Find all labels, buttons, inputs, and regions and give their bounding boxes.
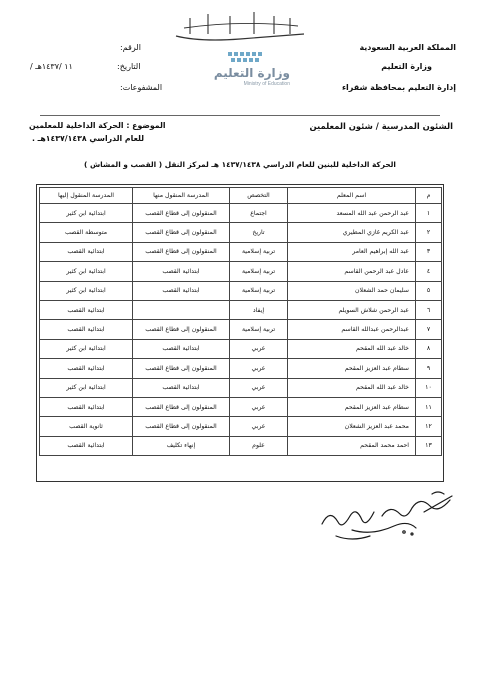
- table-row: [40, 204, 442, 223]
- teacher-name: عبد الله إبراهيم العامر: [288, 242, 416, 261]
- attachments-label: المشفوعات:: [120, 83, 163, 92]
- specialty: عربي: [230, 378, 288, 397]
- table-row: [40, 436, 442, 455]
- table-row: [40, 378, 442, 397]
- table-row: [40, 300, 442, 319]
- to-school: ابتدائية ابن كثير: [40, 378, 133, 397]
- specialty: عربي: [230, 339, 288, 358]
- row-index: ١٢: [416, 417, 442, 436]
- to-school: ابتدائية ابن كثير: [40, 339, 133, 358]
- date-label: التاريخ:: [117, 62, 141, 71]
- row-index: ٣: [416, 242, 442, 261]
- document-title: الحركة الداخلية للبنين للعام الدراسي ١٤٣٧/١٤٣٨ هـ لمركز النقل ( القصب و المشاش ): [84, 160, 396, 169]
- teacher-name: احمد محمد المقحم: [288, 436, 416, 455]
- from-school: ابتدائية القصب: [133, 339, 230, 358]
- specialty: تربية إسلامية: [230, 281, 288, 300]
- header-ministry: وزارة التعليم: [381, 62, 432, 71]
- specialty: تربية إسلامية: [230, 242, 288, 261]
- specialty: تربية إسلامية: [230, 262, 288, 281]
- to-school: ابتدائية القصب: [40, 242, 133, 261]
- column-header-from-school: المدرسة المنقول منها: [133, 188, 230, 204]
- row-index: ١: [416, 204, 442, 223]
- from-school: ابتدائية القصب: [133, 378, 230, 397]
- column-header-teacher-name: اسم المعلم: [288, 188, 416, 204]
- to-school: ثانوية القصب: [40, 417, 133, 436]
- table-row: [40, 320, 442, 339]
- to-school: ابتدائية القصب: [40, 320, 133, 339]
- header-education-office: إدارة التعليم بمحافظة شقراء: [341, 83, 456, 92]
- transfers-table: [39, 187, 442, 456]
- to-school: ابتدائية ابن كثير: [40, 204, 133, 223]
- row-index: ١٠: [416, 378, 442, 397]
- from-school: المنقولون إلى قطاع القصب: [133, 359, 230, 378]
- row-index: ١٣: [416, 436, 442, 455]
- table-row: [40, 262, 442, 281]
- row-index: ٨: [416, 339, 442, 358]
- from-school: المنقولون إلى قطاع القصب: [133, 320, 230, 339]
- from-school: المنقولون إلى قطاع القصب: [133, 242, 230, 261]
- handwritten-signature-icon: [312, 486, 462, 546]
- table-row: [40, 242, 442, 261]
- to-school: ابتدائية القصب: [40, 300, 133, 319]
- table-row: [40, 359, 442, 378]
- teacher-name: سطام عبد العزيز المقحم: [288, 397, 416, 416]
- from-school: المنقولون إلى قطاع القصب: [133, 397, 230, 416]
- subject-year-line: للعام الدراسي ١٤٣٧/١٤٣٨هـ .: [32, 134, 145, 143]
- specialty: تاريخ: [230, 223, 288, 242]
- from-school: المنقولون إلى قطاع القصب: [133, 223, 230, 242]
- from-school: المنقولون إلى قطاع القصب: [133, 417, 230, 436]
- from-school: إنهاء تكليف: [133, 436, 230, 455]
- from-school: المنقولون إلى قطاع القصب: [133, 204, 230, 223]
- row-index: ٧: [416, 320, 442, 339]
- table-row: [40, 223, 442, 242]
- specialty: عربي: [230, 397, 288, 416]
- teacher-name: عبد الرحمن شلاش السويلم: [288, 300, 416, 319]
- subject-line: الموضوع : الحركة الداخلية للمعلمين: [29, 121, 166, 130]
- teacher-name: عبدالرحمن عبدالله القاسم: [288, 320, 416, 339]
- specialty: اجتماع: [230, 204, 288, 223]
- ministry-logo: [185, 50, 300, 92]
- row-index: ٦: [416, 300, 442, 319]
- teacher-name: عبد الكريم غازي المطيري: [288, 223, 416, 242]
- header-kingdom: المملكة العربية السعودية: [359, 43, 456, 52]
- specialty: عربي: [230, 417, 288, 436]
- table-row: [40, 339, 442, 358]
- table-header-row: [40, 188, 442, 204]
- reference-number-label: الرقم:: [120, 43, 141, 52]
- row-index: ٩: [416, 359, 442, 378]
- from-school: ابتدائية القصب: [133, 262, 230, 281]
- teacher-name: سليمان حمد الشعلان: [288, 281, 416, 300]
- header-department: الشئون المدرسية / شئون المعلمين: [309, 121, 453, 131]
- to-school: ابتدائية القصب: [40, 397, 133, 416]
- row-index: ٢: [416, 223, 442, 242]
- table-row: [40, 397, 442, 416]
- to-school: ابتدائية القصب: [40, 359, 133, 378]
- from-school: ابتدائية القصب: [133, 281, 230, 300]
- row-index: ٥: [416, 281, 442, 300]
- ministry-logo-mark-icon: [226, 50, 266, 64]
- specialty: تربية إسلامية: [230, 320, 288, 339]
- specialty: إيفاد: [230, 300, 288, 319]
- ministry-logo-subtitle: Ministry of Education: [243, 81, 290, 87]
- to-school: ابتدائية ابن كثير: [40, 281, 133, 300]
- table-row: [40, 281, 442, 300]
- to-school: متوسطة القصب: [40, 223, 133, 242]
- date-value: / ١١ /١٤٣٧هـ: [30, 62, 73, 71]
- to-school: ابتدائية ابن كثير: [40, 262, 133, 281]
- column-header-index: م: [416, 188, 442, 204]
- ministry-logo-title: وزارة التعليم: [213, 66, 290, 80]
- header-divider: [40, 115, 440, 116]
- specialty: علوم: [230, 436, 288, 455]
- teacher-name: سطام عبد العزيز المقحم: [288, 359, 416, 378]
- teacher-name: محمد عبد العزيز الشعلان: [288, 417, 416, 436]
- row-index: ١١: [416, 397, 442, 416]
- table-row: [40, 417, 442, 436]
- specialty: عربي: [230, 359, 288, 378]
- to-school: ابتدائية القصب: [40, 436, 133, 455]
- column-header-specialty: التخصص: [230, 188, 288, 204]
- column-header-to-school: المدرسة المنقول إليها: [40, 188, 133, 204]
- teacher-name: عبد الرحمن عبد الله المسعد: [288, 204, 416, 223]
- teacher-name: خالد عبد الله المقحم: [288, 339, 416, 358]
- from-school: [133, 300, 230, 319]
- row-index: ٤: [416, 262, 442, 281]
- teacher-name: عادل عبد الرحمن القاسم: [288, 262, 416, 281]
- teacher-name: خالد عبد الله المقحم: [288, 378, 416, 397]
